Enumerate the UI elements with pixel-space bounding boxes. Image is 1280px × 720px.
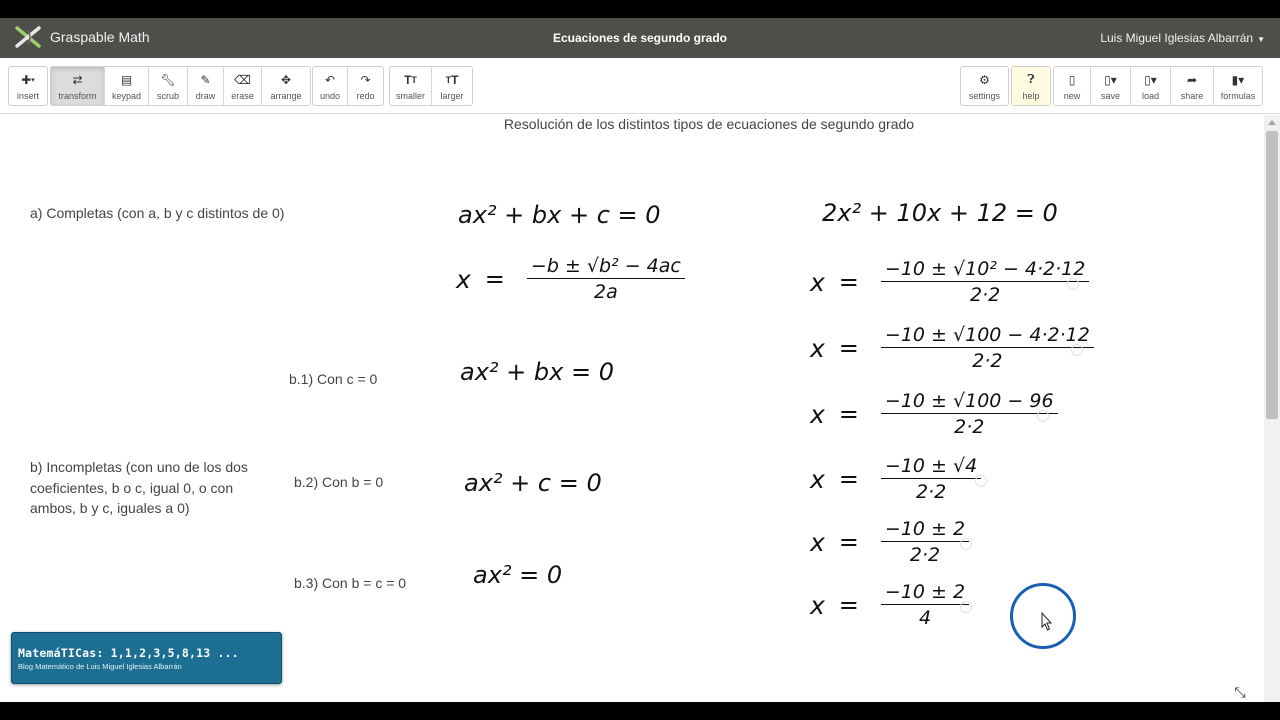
text-smaller-icon: T T bbox=[404, 72, 417, 87]
step-fraction bbox=[881, 518, 969, 566]
step-denominator: 4 bbox=[881, 604, 969, 629]
share-button[interactable] bbox=[1171, 67, 1214, 105]
move-arrows-icon: ✥ bbox=[280, 72, 292, 87]
help-group bbox=[1011, 66, 1051, 106]
new-label: new bbox=[1063, 90, 1081, 101]
step-lhs: x bbox=[810, 333, 825, 363]
title-bar bbox=[0, 18, 1280, 58]
insert-button[interactable] bbox=[9, 67, 47, 105]
transform-label: transform bbox=[58, 90, 97, 101]
eraser-icon: ⌫ bbox=[234, 72, 251, 87]
note-complete[interactable]: a) Completas (con a, b y c distintos de 0) bbox=[30, 205, 285, 221]
redo-button[interactable] bbox=[348, 67, 383, 105]
load-label: load bbox=[1141, 90, 1159, 101]
blog-subtitle: Blog Matemático de Luis Miguel Iglesias Albarrán bbox=[18, 662, 182, 671]
arrange-button[interactable] bbox=[262, 67, 310, 105]
new-button[interactable] bbox=[1054, 67, 1091, 105]
equation-b3[interactable]: ax² = 0 bbox=[473, 561, 563, 589]
history-group bbox=[312, 66, 384, 106]
equation-b2[interactable]: ax² + c = 0 bbox=[464, 469, 602, 497]
help-button[interactable] bbox=[1012, 67, 1050, 105]
toolbar bbox=[0, 58, 1280, 114]
blog-title: MatemáTICas: 1,1,2,3,5,8,13 ... bbox=[18, 646, 239, 660]
size-group bbox=[389, 66, 473, 106]
caret-down-icon: ▼ bbox=[1257, 35, 1265, 44]
step-numerator: −10 ± √10² − 4·2·12 bbox=[884, 258, 1086, 280]
step-numerator: −10 ± √4 bbox=[884, 455, 978, 477]
undo-icon: ↶ bbox=[324, 72, 336, 87]
step-lhs: x bbox=[810, 527, 825, 557]
step-numerator: −10 ± √100 − 96 bbox=[884, 390, 1054, 412]
step-fraction bbox=[881, 324, 1094, 372]
book-icon: ▮▾ bbox=[1231, 72, 1245, 87]
step-handle-6[interactable] bbox=[960, 601, 972, 613]
equals-sign: = bbox=[838, 334, 859, 362]
load-button[interactable] bbox=[1131, 67, 1171, 105]
general-formula[interactable] bbox=[456, 255, 685, 303]
save-label: save bbox=[1100, 90, 1120, 101]
step-lhs: x bbox=[810, 267, 825, 297]
step-handle-4[interactable] bbox=[975, 475, 987, 487]
save-file-icon: ▯▾ bbox=[1104, 72, 1117, 87]
keypad-button[interactable] bbox=[105, 67, 149, 105]
step-lhs: x bbox=[810, 399, 825, 429]
solution-step-5[interactable] bbox=[810, 518, 969, 566]
step-numerator: −10 ± 2 bbox=[884, 581, 966, 603]
formula-numerator: −b ± √b² − 4ac bbox=[530, 255, 681, 277]
step-denominator: 2·2 bbox=[881, 541, 969, 566]
wrench-icon: 🔧︎ bbox=[160, 72, 176, 87]
solution-step-3[interactable] bbox=[810, 390, 1058, 438]
transform-button[interactable] bbox=[51, 67, 105, 105]
equation-b1[interactable]: ax² + bx = 0 bbox=[460, 358, 614, 386]
step-denominator: 2·2 bbox=[881, 478, 981, 503]
insert-label: insert bbox=[16, 90, 39, 101]
step-fraction bbox=[881, 258, 1089, 306]
step-handle-2[interactable] bbox=[1071, 344, 1083, 356]
scrub-button[interactable] bbox=[149, 67, 188, 105]
user-name: Luis Miguel Iglesias Albarrán bbox=[1100, 31, 1254, 45]
gear-icon: ⚙ bbox=[979, 72, 990, 87]
arrange-label: arrange bbox=[270, 90, 302, 101]
question-circle-icon: ❓︎ bbox=[1027, 72, 1035, 86]
note-incomplete[interactable]: b) Incompletas (con uno de los dos coeficientes, b o c, igual 0, o con ambos, b y c, iguales a 0) bbox=[30, 459, 248, 516]
solution-step-4[interactable] bbox=[810, 455, 981, 503]
scrub-label: scrub bbox=[156, 90, 179, 101]
step-fraction bbox=[881, 455, 981, 503]
keyboard-icon: ▤ bbox=[120, 72, 133, 87]
mouse-pointer-icon bbox=[1040, 612, 1054, 632]
formula-lhs: x bbox=[456, 264, 471, 294]
erase-button[interactable] bbox=[224, 67, 262, 105]
example-equation[interactable]: 2x² + 10x + 12 = 0 bbox=[822, 199, 1058, 227]
step-numerator: −10 ± 2 bbox=[884, 518, 966, 540]
scrollbar-thumb[interactable] bbox=[1266, 131, 1278, 419]
step-denominator: 2·2 bbox=[881, 281, 1089, 306]
file-icon: ▯ bbox=[1068, 72, 1076, 87]
step-fraction bbox=[881, 390, 1058, 438]
solution-step-2[interactable] bbox=[810, 324, 1094, 372]
step-handle-1[interactable] bbox=[1067, 278, 1079, 290]
undo-label: undo bbox=[319, 90, 341, 101]
general-equation[interactable]: ax² + bx + c = 0 bbox=[458, 201, 661, 229]
equals-sign: = bbox=[838, 528, 859, 556]
app-name: Graspable Math bbox=[50, 29, 150, 45]
equals-sign: = bbox=[838, 268, 859, 296]
note-b1[interactable]: b.1) Con c = 0 bbox=[289, 371, 378, 387]
step-denominator: 2·2 bbox=[881, 347, 1094, 372]
smaller-button[interactable] bbox=[390, 67, 432, 105]
share-icon: ➦ bbox=[1186, 72, 1198, 87]
blog-banner[interactable] bbox=[11, 632, 282, 684]
text-larger-icon: T T bbox=[445, 72, 459, 87]
equals-sign: = bbox=[838, 591, 859, 619]
fit-view-icon[interactable]: ⤡ bbox=[1234, 683, 1246, 700]
equals-sign: = bbox=[484, 265, 505, 293]
step-handle-5[interactable] bbox=[960, 538, 972, 550]
keypad-label: keypad bbox=[111, 90, 142, 101]
shuffle-icon: ⇄ bbox=[72, 72, 83, 87]
equals-sign: = bbox=[838, 400, 859, 428]
note-b2[interactable]: b.2) Con b = 0 bbox=[294, 474, 384, 490]
larger-label: larger bbox=[440, 90, 464, 101]
canvas-heading[interactable]: Resolución de los distintos tipos de ecuaciones de segundo grado bbox=[503, 116, 915, 132]
mode-group bbox=[50, 66, 311, 106]
smaller-label: smaller bbox=[395, 90, 425, 101]
formulas-label: formulas bbox=[1220, 90, 1256, 101]
note-b3[interactable]: b.3) Con b = c = 0 bbox=[294, 575, 407, 591]
larger-button[interactable] bbox=[432, 67, 472, 105]
step-denominator: 2·2 bbox=[881, 413, 1058, 438]
share-label: share bbox=[1180, 90, 1204, 101]
load-file-icon: ▯▾ bbox=[1144, 72, 1157, 87]
insert-group bbox=[8, 66, 48, 106]
settings-button[interactable] bbox=[961, 67, 1008, 105]
formula-fraction bbox=[527, 255, 685, 303]
formula-denominator: 2a bbox=[527, 278, 685, 303]
step-fraction bbox=[881, 581, 969, 629]
file-group bbox=[1053, 66, 1263, 106]
erase-label: erase bbox=[231, 90, 254, 101]
solution-step-1[interactable] bbox=[810, 258, 1089, 306]
undo-button[interactable] bbox=[313, 67, 348, 105]
help-label: help bbox=[1022, 90, 1040, 101]
save-button[interactable] bbox=[1091, 67, 1131, 105]
step-lhs: x bbox=[810, 590, 825, 620]
equals-sign: = bbox=[838, 465, 859, 493]
formulas-button[interactable] bbox=[1214, 67, 1262, 105]
user-menu[interactable] bbox=[1100, 31, 1265, 45]
settings-label: settings bbox=[968, 90, 1001, 101]
step-numerator: −10 ± √100 − 4·2·12 bbox=[884, 324, 1090, 346]
redo-label: redo bbox=[356, 90, 375, 101]
draw-label: draw bbox=[195, 90, 216, 101]
solution-step-6[interactable] bbox=[810, 581, 969, 629]
step-handle-3[interactable] bbox=[1037, 410, 1049, 422]
draw-button[interactable] bbox=[188, 67, 224, 105]
gear-plus-icon: ✚ ▾ bbox=[21, 72, 35, 87]
redo-icon: ↷ bbox=[360, 72, 371, 87]
step-lhs: x bbox=[810, 464, 825, 494]
settings-group bbox=[960, 66, 1009, 106]
document-title: Ecuaciones de segundo grado bbox=[552, 31, 728, 45]
pencil-icon: ✎ bbox=[200, 72, 211, 87]
